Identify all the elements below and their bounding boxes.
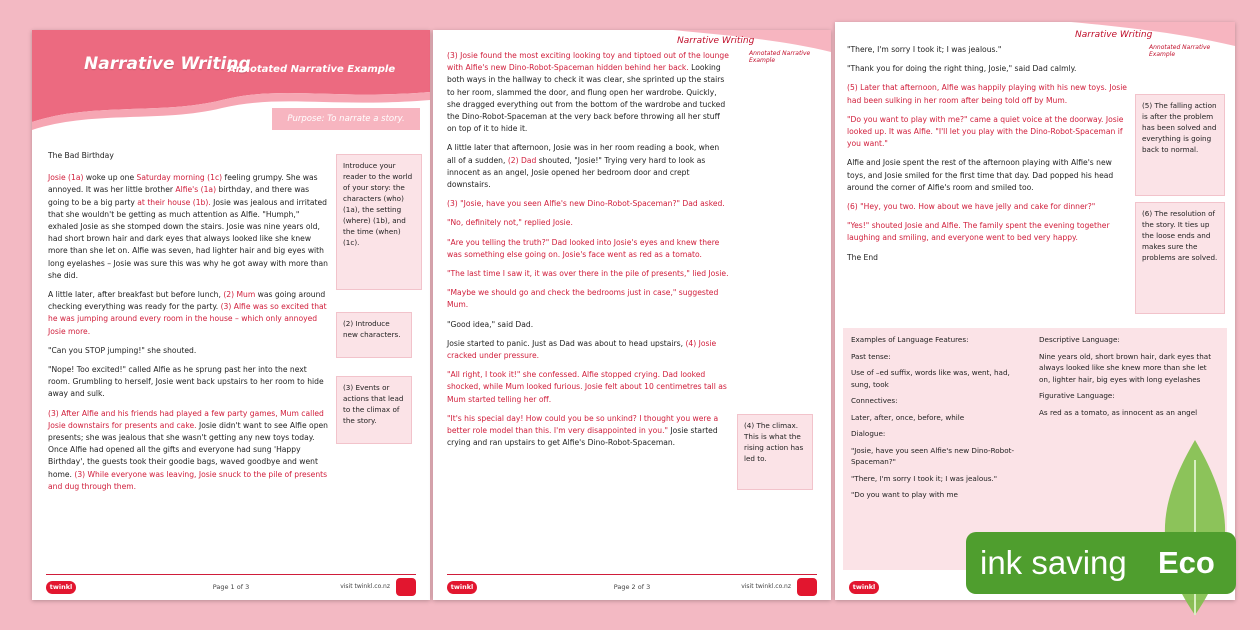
badge-icon — [396, 578, 416, 596]
story-text: "Thank you for doing the right thing, Josie," said Dad calmly. — [847, 64, 1077, 74]
story-paragraph — [447, 338, 729, 362]
language-item: Use of –ed suffix, words like was, went, had, sung, took — [851, 368, 1010, 389]
page-subtitle: Annotated Narrative Example — [228, 64, 396, 75]
annotated-text: (3) While everyone was leaving, Josie snuck to the pile of presents and dug through them. — [48, 469, 328, 491]
annotated-text: "Do you want to play with me?" came a quiet voice at the doorway. Josie looked up. It was Alfie. "I'll let you play with the Dino-Robot-Spaceman if you want." — [847, 114, 1124, 149]
language-item: Past tense: — [851, 351, 891, 361]
story-paragraph — [847, 252, 1129, 264]
story-paragraph — [847, 157, 1129, 194]
language-item: Descriptive Language: — [1039, 335, 1120, 344]
annotated-text: "The last time I saw it, it was over there in the pile of presents," lied Josie. — [447, 269, 729, 279]
corner-title: Narrative Writing — [1075, 30, 1153, 40]
annotated-text: "It's his special day! How could you be so unkind? I thought you were a better role model than this. I'm very disappointed in you." — [447, 413, 719, 436]
story-paragraph — [447, 413, 729, 450]
story-text: "Can you STOP jumping!" she shouted. — [48, 345, 197, 355]
story-text: woke up one — [83, 173, 137, 183]
story-paragraph — [847, 82, 1129, 106]
corner-title: Narrative Writing — [677, 36, 755, 46]
annotation-note: (3) Events or actions that lead to the climax of the story. — [336, 376, 412, 444]
annotated-text: (2) Dad — [507, 155, 537, 165]
language-item: "There, I'm sorry I took it; I was jealous." — [851, 473, 998, 483]
language-features-heading: Examples of Language Features: — [851, 335, 969, 344]
story-text: Josie started crying and ran upstairs to get Alfie's Dino-Robot-Spaceman. — [447, 426, 718, 448]
site-link[interactable]: visit twinkl.co.nz — [741, 583, 791, 590]
annotated-text: Josie (1a) — [48, 173, 84, 183]
story-paragraph — [48, 289, 330, 338]
story-paragraph — [48, 408, 330, 493]
story-text: The End — [847, 252, 878, 262]
story-text: birthday, and there was going to be a big party — [48, 185, 310, 207]
story-paragraph — [48, 172, 330, 282]
language-item: Later, after, once, before, while — [851, 412, 965, 422]
story-text: Looking both ways in the hallway to check it was clear, she sprinted up the stairs to her room, slammed the door, and flung open her wardrobe. Quickly, she dragged everything out from the bottom of the wardrobe and tucked the Dino-Robot-Spaceman at the very back before throwing all her stuff on top of it to hide it. — [447, 63, 726, 134]
language-item: Figurative Language: — [1039, 391, 1115, 400]
annotated-text: Saturday morning (1c) — [136, 173, 223, 183]
story-paragraph — [447, 50, 729, 135]
eco-label: Eco — [1158, 545, 1215, 580]
story-paragraphs — [447, 50, 729, 449]
story-paragraphs — [48, 172, 330, 493]
annotated-text: (5) Later that afternoon, Alfie was happily playing with his new toys. Josie had been sulking in her room after being told off by Mum. — [847, 83, 1127, 105]
annotation-note: (6) The resolution of the story. It ties up the loose ends and makes sure the problems are solved. — [1135, 202, 1225, 314]
twinkl-logo: twinkl — [849, 581, 879, 594]
annotated-text: Alfie's (1a) — [175, 185, 217, 195]
story-text: Alfie and Josie spent the rest of the afternoon playing with Alfie's new toys, and Josie smiled for the first time that day. Dad popped his head around the corner of Alfie's room and smiled too. — [847, 158, 1114, 192]
story-paragraph — [847, 63, 1129, 75]
page-footer — [433, 568, 831, 600]
twinkl-logo: twinkl — [447, 581, 477, 594]
annotation-note: Introduce your reader to the world of your story: the characters (who) (1a), the setting (where) (1b), and the time (when) (1c). — [336, 154, 422, 290]
twinkl-logo: twinkl — [46, 581, 76, 594]
story-paragraph — [847, 114, 1129, 151]
story-paragraph — [447, 287, 729, 311]
purpose-label: Purpose: To narrate a story. — [287, 114, 405, 124]
language-features-list — [851, 351, 1025, 501]
descriptive-language-list — [1039, 334, 1219, 418]
story-text: feeling grumpy. She was annoyed. It was her little brother — [48, 173, 318, 195]
story-paragraph — [48, 364, 330, 401]
language-item: Dialogue: — [851, 429, 886, 438]
story-paragraph — [847, 44, 1129, 56]
story-text: "Good idea," said Dad. — [447, 319, 534, 329]
story-text: Josie started to panic. Just as Dad was about to head upstairs, — [447, 338, 686, 348]
story-text: "Nope! Too excited!" called Alfie as he sprung past her into the next room. Grumbling to herself, Josie went back upstairs to her room to hide away and sulk. — [48, 365, 324, 399]
page-header — [32, 30, 430, 142]
story-paragraph — [447, 198, 729, 210]
story-paragraph — [447, 369, 729, 406]
story-paragraph — [447, 142, 729, 191]
annotation-note: (5) The falling action is after the problem has been solved and everything is going back to normal. — [1135, 94, 1225, 196]
annotated-text: "All right, I took it!" she confessed. Alfie stopped crying. Dad looked shocked, while Mum looked furious. Josie felt about 10 centimetres tall as Mum started telling her off. — [447, 370, 727, 404]
story-paragraph — [48, 345, 330, 357]
corner-subtitle: Annotated Narrative Example — [1149, 44, 1211, 58]
annotated-text: (2) Mum — [223, 290, 256, 300]
story-text: "There, I'm sorry I took it; I was jealous." — [847, 45, 1002, 54]
page-number: Page 1 of 3 — [212, 583, 250, 591]
annotation-note: (4) The climax. This is what the rising action has led to. — [737, 414, 813, 490]
story-text: Josie didn't want to see Alfie open presents; she was jealous that she wasn't getting any new toys today. Once Alfie had opened all the gifts and everyone had sung 'Happy Birthday', the guests took their goodie bags, waved goodbye and went home. — [48, 420, 328, 479]
language-item: "Josie, have you seen Alfie's new Dino-Robot-Spaceman?" — [851, 445, 1015, 466]
eco-banner-text: ink saving — [980, 544, 1127, 581]
page-title: Narrative Writing — [84, 54, 251, 74]
story-body — [447, 50, 729, 456]
story-text: A little later that afternoon, Josie was in her room reading a book, when all of a sudden, — [447, 143, 720, 165]
badge-icon — [797, 578, 817, 596]
annotated-text: at their house (1b). — [137, 197, 211, 207]
annotated-text: (3) Josie found the most exciting looking toy and tiptoed out of the lounge with Alfie's new Dino-Robot-Spaceman hidden behind her back. — [447, 51, 729, 73]
story-paragraphs — [847, 44, 1129, 264]
annotated-text: (3) Alfie was so excited that he was jumping around every room in the house – which only annoyed Josie more. — [48, 302, 327, 336]
corner-subtitle: Annotated Narrative Example — [749, 50, 811, 64]
language-item: As red as a tomato, as innocent as an angel — [1039, 407, 1198, 417]
annotated-text: (4) Josie cracked under pressure. — [447, 338, 717, 361]
annotated-text: (3) "Josie, have you seen Alfie's new Dino-Robot-Spaceman?" Dad asked. — [447, 199, 725, 209]
story-paragraph — [447, 237, 729, 261]
story-paragraph — [847, 201, 1129, 213]
worksheet-page-1 — [32, 30, 430, 600]
story-title: The Bad Birthday — [48, 151, 114, 160]
story-text: Josie was jealous and irritated that she wouldn't be getting as much attention as Alfie. "Humph," exhaled Josie as she stomped down the stairs. Josie was nine years old, had short brown hair and dark eyes that always looked like she knew more than she let on. Alfie was seven, had lighter hair and big eyes with long eyelashes – Josie was sure this was why he got away with more than she did. — [48, 197, 328, 280]
annotated-text: (3) After Alfie and his friends had played a few party games, Mum called Josie downstairs for presents and cake. — [48, 408, 324, 430]
worksheet-page-2 — [433, 30, 831, 600]
story-paragraph — [447, 217, 729, 229]
story-body — [847, 44, 1129, 271]
story-text: was going around checking everything was ready for the party. — [48, 290, 326, 312]
story-paragraph — [447, 268, 729, 280]
language-item: Connectives: — [851, 396, 898, 405]
annotation-note: (2) Introduce new characters. — [336, 312, 412, 358]
site-link[interactable]: visit twinkl.co.nz — [340, 583, 390, 590]
annotated-text: "Yes!" shouted Josie and Alfie. The family spent the evening together laughing and smiling, and everyone went to bed very happy. — [847, 221, 1110, 243]
story-text: A little later, after breakfast but before lunch, — [48, 290, 224, 300]
annotated-text: "Maybe we should go and check the bedrooms just in case," suggested Mum. — [447, 288, 719, 310]
story-paragraph — [847, 220, 1129, 244]
language-item: "Do you want to play with me — [851, 490, 958, 499]
story-body — [48, 150, 330, 500]
annotated-text: "No, definitely not," replied Josie. — [447, 218, 573, 228]
page-footer — [32, 568, 430, 600]
story-text: shouted, "Josie!" Trying very hard to look as innocent as an angel, Josie opened her bedroom door and crept downstairs. — [447, 155, 706, 190]
annotated-text: (6) "Hey, you two. How about we have jelly and cake for dinner?" — [847, 202, 1096, 212]
story-paragraph — [447, 319, 729, 331]
annotated-text: "Are you telling the truth?" Dad looked into Josie's eyes and knew there was something else going on. Josie's face went as red as a tomato. — [447, 237, 720, 259]
page-number: Page 2 of 3 — [613, 583, 651, 591]
language-item: Nine years old, short brown hair, dark eyes that always looked like she knew more than she let on, lighter hair, big eyes with long eyelashes — [1039, 351, 1212, 384]
